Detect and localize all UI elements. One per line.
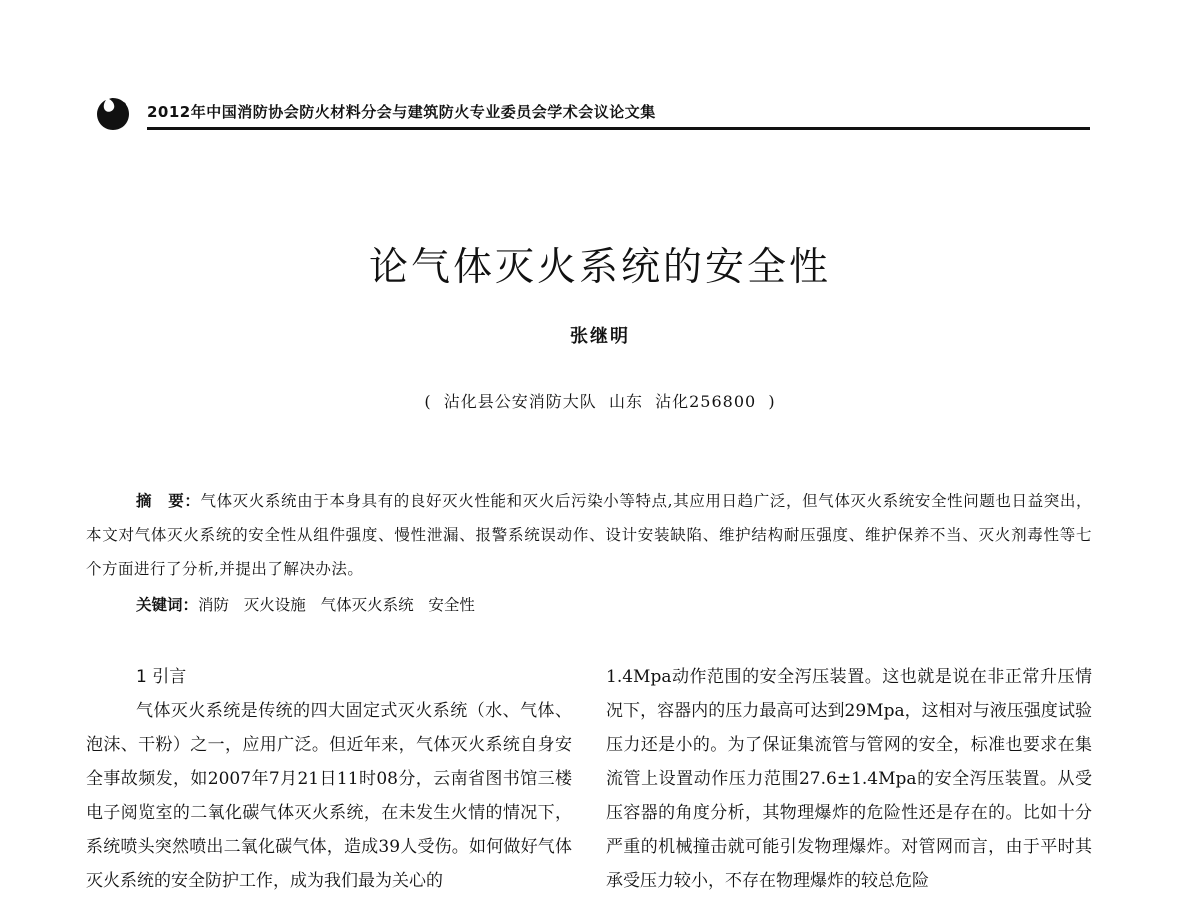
body-paragraph-continued: 1.4Mpa动作范围的安全泻压装置。这也就是说在非正常升压情况下，容器内的压力最高可达到29Mpa，这相对与液压强度试验压力还是小的。为了保证集流管与管网的安全，标准也要求在集流管上设置动作压力范围27.6±1.4Mpa的安全泻压装置。从受压容器的角度分析，其物理爆炸的危险性还是存在的。比如十分严重的机械撞击就可能引发物理爆炸。对管网而言，由于平时其承受压力较小，不存在物理爆炸的较总危险 xyxy=(606,667,1092,891)
proceedings-title: 2012年中国消防协会防火材料分会与建筑防火专业委员会学术会议论文集 xyxy=(147,103,656,121)
page-header xyxy=(95,96,1090,132)
abstract xyxy=(86,484,1092,586)
body-column-right xyxy=(606,660,1092,898)
keywords-text: 消防 灭火设施 气体灭火系统 安全性 xyxy=(198,596,475,614)
author-affiliation: ( 沾化县公安消防大队 山东 沾化256800 ) xyxy=(424,392,776,411)
proceedings-logo-icon xyxy=(95,96,131,132)
abstract-label: 摘 要： xyxy=(136,492,201,510)
keywords xyxy=(136,592,475,618)
body-paragraph: 气体灭火系统是传统的四大固定式灭火系统（水、气体、泡沫、干粉）之一，应用广泛。但近年来，气体灭火系统自身安全事故频发，如2007年7月21日11时08分，云南省图书馆三楼电子阅览室的二氧化碳气体灭火系统，在未发生火情的情况下，系统喷头突然喷出二氧化碳气体，造成39人受伤。如何做好气体灭火系统的安全防护工作，成为我们最为关心的 xyxy=(86,701,572,891)
header-divider xyxy=(147,127,1090,130)
paper-title: 论气体灭火系统的安全性 xyxy=(368,245,831,290)
section-heading-introduction: 1 引言 xyxy=(136,667,187,687)
body-column-left xyxy=(86,660,572,898)
abstract-text: 气体灭火系统由于本身具有的良好灭火性能和灭火后污染小等特点,其应用日趋广泛，但气体灭火系统安全性问题也日益突出，本文对气体灭火系统的安全性从组件强度、慢性泄漏、报警系统误动作、设计安装缺陷、维护结构耐压强度、维护保养不当、灭火剂毒性等七个方面进行了分析,并提出了解决办法。 xyxy=(86,492,1092,578)
paper-author: 张继明 xyxy=(570,326,630,347)
keywords-label: 关键词： xyxy=(136,596,199,614)
